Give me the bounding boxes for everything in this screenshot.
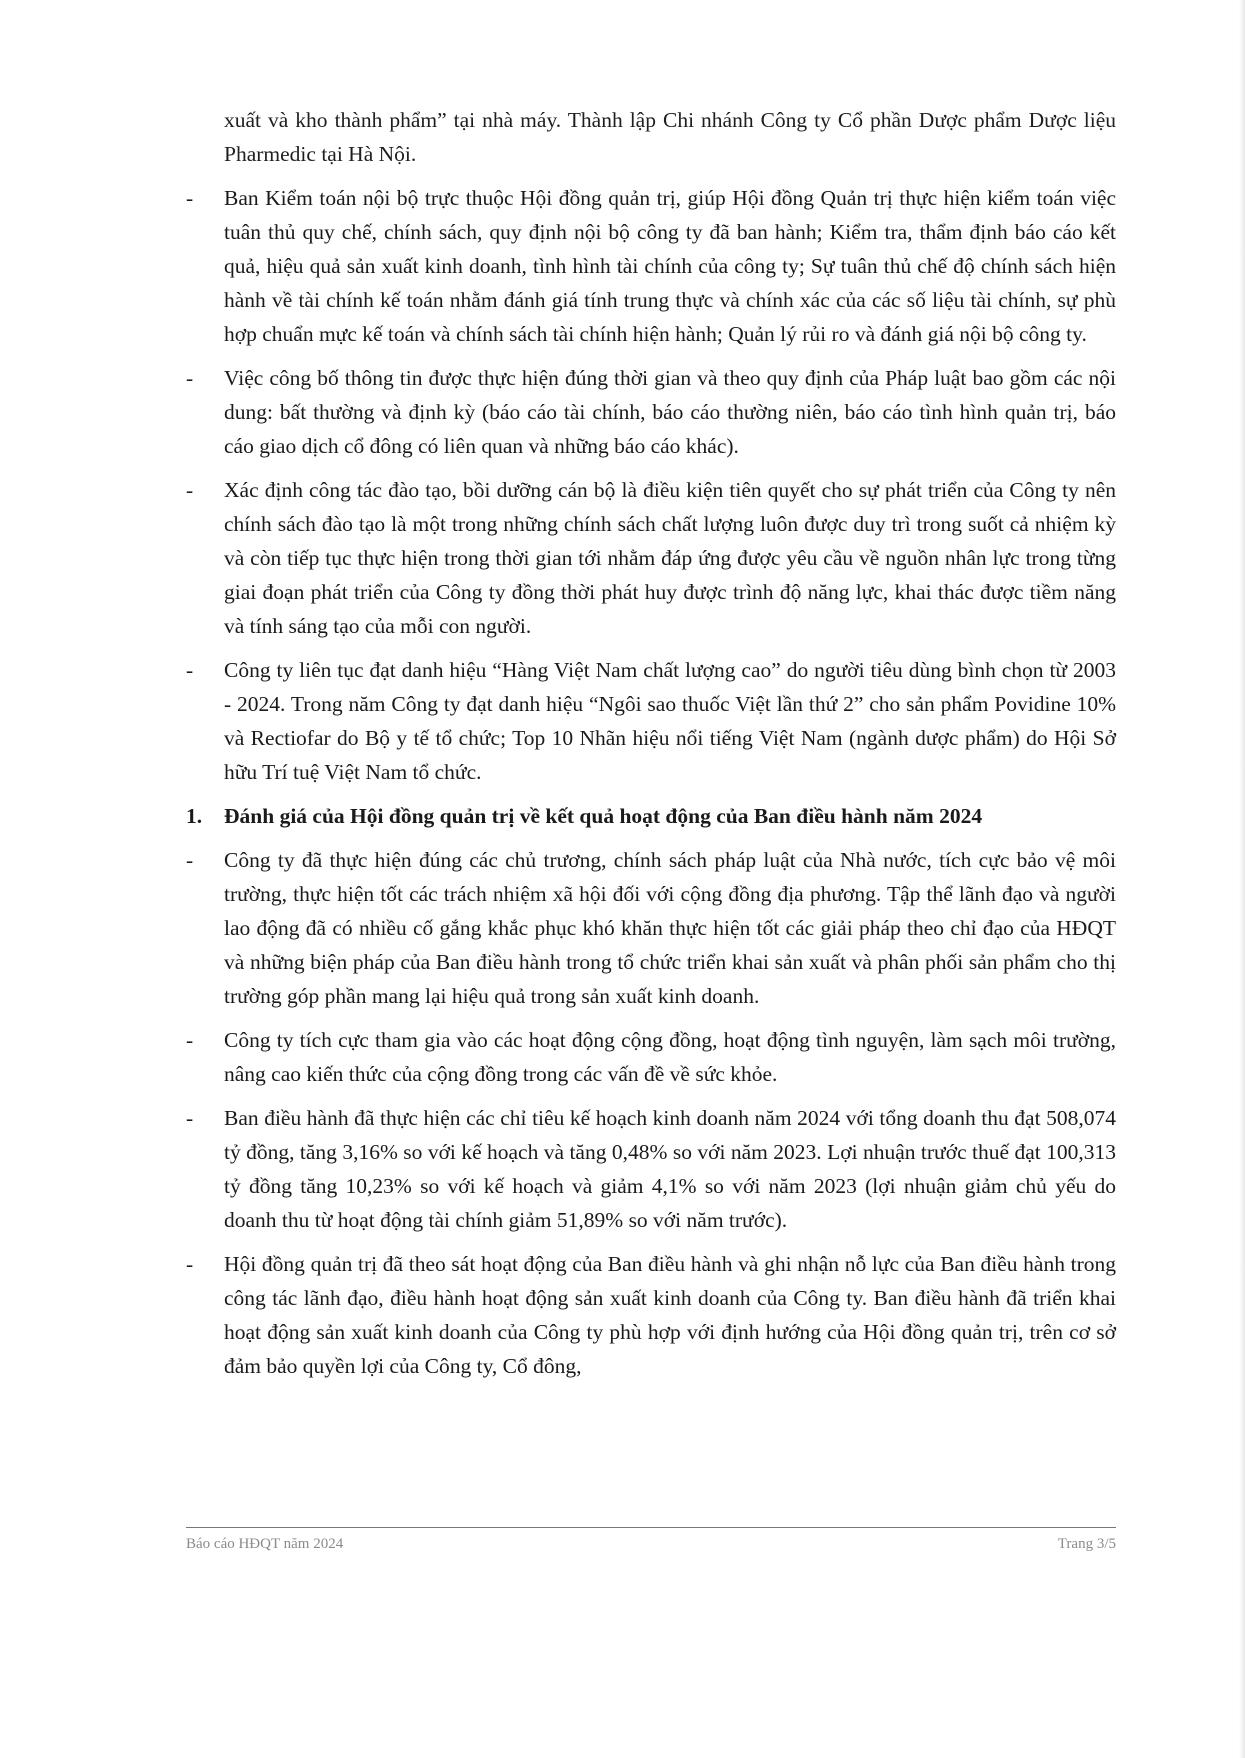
section-heading	[186, 799, 1116, 833]
intro-paragraph: xuất và kho thành phẩm” tại nhà máy. Thành lập Chi nhánh Công ty Cổ phần Dược phẩm Dược liệu Pharmedic tại Hà Nội.	[224, 108, 1116, 166]
section-number: 1.	[186, 804, 203, 828]
page-footer	[186, 1536, 1116, 1560]
list-item	[186, 181, 1116, 351]
list-item-text: Ban điều hành đã thực hiện các chỉ tiêu kế hoạch kinh doanh năm 2024 với tổng doanh thu đạt 508,074 tỷ đồng, tăng 3,16% so với kế hoạch và tăng 0,48% so với năm 2023. Lợi nhuận trước thuế đạt 100,313 tỷ đồng tăng 10,23% so với kế hoạch và giảm 4,1% so với năm 2023 (lợi nhuận giảm chủ yếu do doanh thu từ hoạt động tài chính giảm 51,89% so với năm trước).	[224, 1106, 1116, 1232]
document-body	[186, 103, 1116, 1393]
list-item-text: Ban Kiểm toán nội bộ trực thuộc Hội đồng quản trị, giúp Hội đồng Quản trị thực hiện kiểm toán việc tuân thủ quy chế, chính sách, quy định nội bộ công ty đã ban hành; Kiểm tra, thẩm định báo cáo kết quả, hiệu quả sản xuất kinh doanh, tình hình tài chính của công ty; Sự tuân thủ chế độ chính sách hiện hành về tài chính kế toán nhằm đánh giá tính trung thực và chính xác của các số liệu tài chính, sự phù hợp chuẩn mực kế toán và chính sách tài chính hiện hành; Quản lý rủi ro và đánh giá nội bộ công ty.	[224, 186, 1116, 346]
list-item	[186, 361, 1116, 463]
bullet-dash: -	[186, 848, 194, 872]
list-item-text: Việc công bố thông tin được thực hiện đúng thời gian và theo quy định của Pháp luật bao gồm các nội dung: bất thường và định kỳ (báo cáo tài chính, báo cáo thường niên, báo cáo tình hình quản trị, báo cáo giao dịch cổ đông có liên quan và những báo cáo khác).	[224, 366, 1116, 458]
list-item-text: Hội đồng quản trị đã theo sát hoạt động của Ban điều hành và ghi nhận nỗ lực của Ban điều hành trong công tác lãnh đạo, điều hành hoạt động sản xuất kinh doanh của Công ty. Ban điều hành đã triển khai hoạt động sản xuất kinh doanh của Công ty phù hợp với định hướng của Hội đồng quản trị, trên cơ sở đảm bảo quyền lợi của Công ty, Cổ đông,	[224, 1252, 1116, 1378]
page-number: Trang 3/5	[1057, 1536, 1116, 1552]
bullet-dash: -	[186, 658, 194, 682]
bullet-dash: -	[186, 1028, 194, 1052]
list-item	[186, 1101, 1116, 1237]
list-item	[186, 473, 1116, 643]
list-item-text: Xác định công tác đào tạo, bồi dưỡng cán bộ là điều kiện tiên quyết cho sự phát triển của Công ty nên chính sách đào tạo là một trong những chính sách chất lượng luôn được duy trì trong suốt cả nhiệm kỳ và còn tiếp tục thực hiện trong thời gian tới nhằm đáp ứng được yêu cầu về nguồn nhân lực trong từng giai đoạn phát triển của Công ty đồng thời phát huy được trình độ năng lực, khai thác được tiềm năng và tính sáng tạo của mỗi con người.	[224, 478, 1116, 638]
bullet-dash: -	[186, 186, 194, 210]
page-edge	[1239, 0, 1245, 1758]
list-item	[186, 843, 1116, 1013]
footer-report-title: Báo cáo HĐQT năm 2024	[186, 1536, 344, 1552]
bullet-dash: -	[186, 366, 194, 390]
list-item-text: Công ty tích cực tham gia vào các hoạt động cộng đồng, hoạt động tình nguyện, làm sạch môi trường, nâng cao kiến thức của cộng đồng trong các vấn đề về sức khỏe.	[224, 1028, 1116, 1086]
list-item-text: Công ty đã thực hiện đúng các chủ trương, chính sách pháp luật của Nhà nước, tích cực bảo vệ môi trường, thực hiện tốt các trách nhiệm xã hội đối với cộng đồng địa phương. Tập thể lãnh đạo và người lao động đã có nhiều cố gắng khắc phục khó khăn thực hiện tốt các giải pháp theo chỉ đạo của HĐQT và những biện pháp của Ban điều hành trong tổ chức triển khai sản xuất và phân phối sản phẩm cho thị trường góp phần mang lại hiệu quả trong sản xuất kinh doanh.	[224, 848, 1116, 1008]
footer-divider	[186, 1527, 1116, 1528]
bullet-dash: -	[186, 478, 194, 502]
list-item	[186, 653, 1116, 789]
section-title: Đánh giá của Hội đồng quản trị về kết quả hoạt động của Ban điều hành năm 2024	[224, 804, 983, 828]
list-item	[186, 1023, 1116, 1091]
bullet-dash: -	[186, 1106, 194, 1130]
list-item-text: Công ty liên tục đạt danh hiệu “Hàng Việt Nam chất lượng cao” do người tiêu dùng bình chọn từ 2003 - 2024. Trong năm Công ty đạt danh hiệu “Ngôi sao thuốc Việt lần thứ 2” cho sản phẩm Povidine 10% và Rectiofar do Bộ y tế tổ chức; Top 10 Nhãn hiệu nổi tiếng Việt Nam (ngành dược phẩm) do Hội Sở hữu Trí tuệ Việt Nam tổ chức.	[224, 658, 1116, 784]
bullet-dash: -	[186, 1252, 194, 1276]
list-item	[186, 1247, 1116, 1383]
